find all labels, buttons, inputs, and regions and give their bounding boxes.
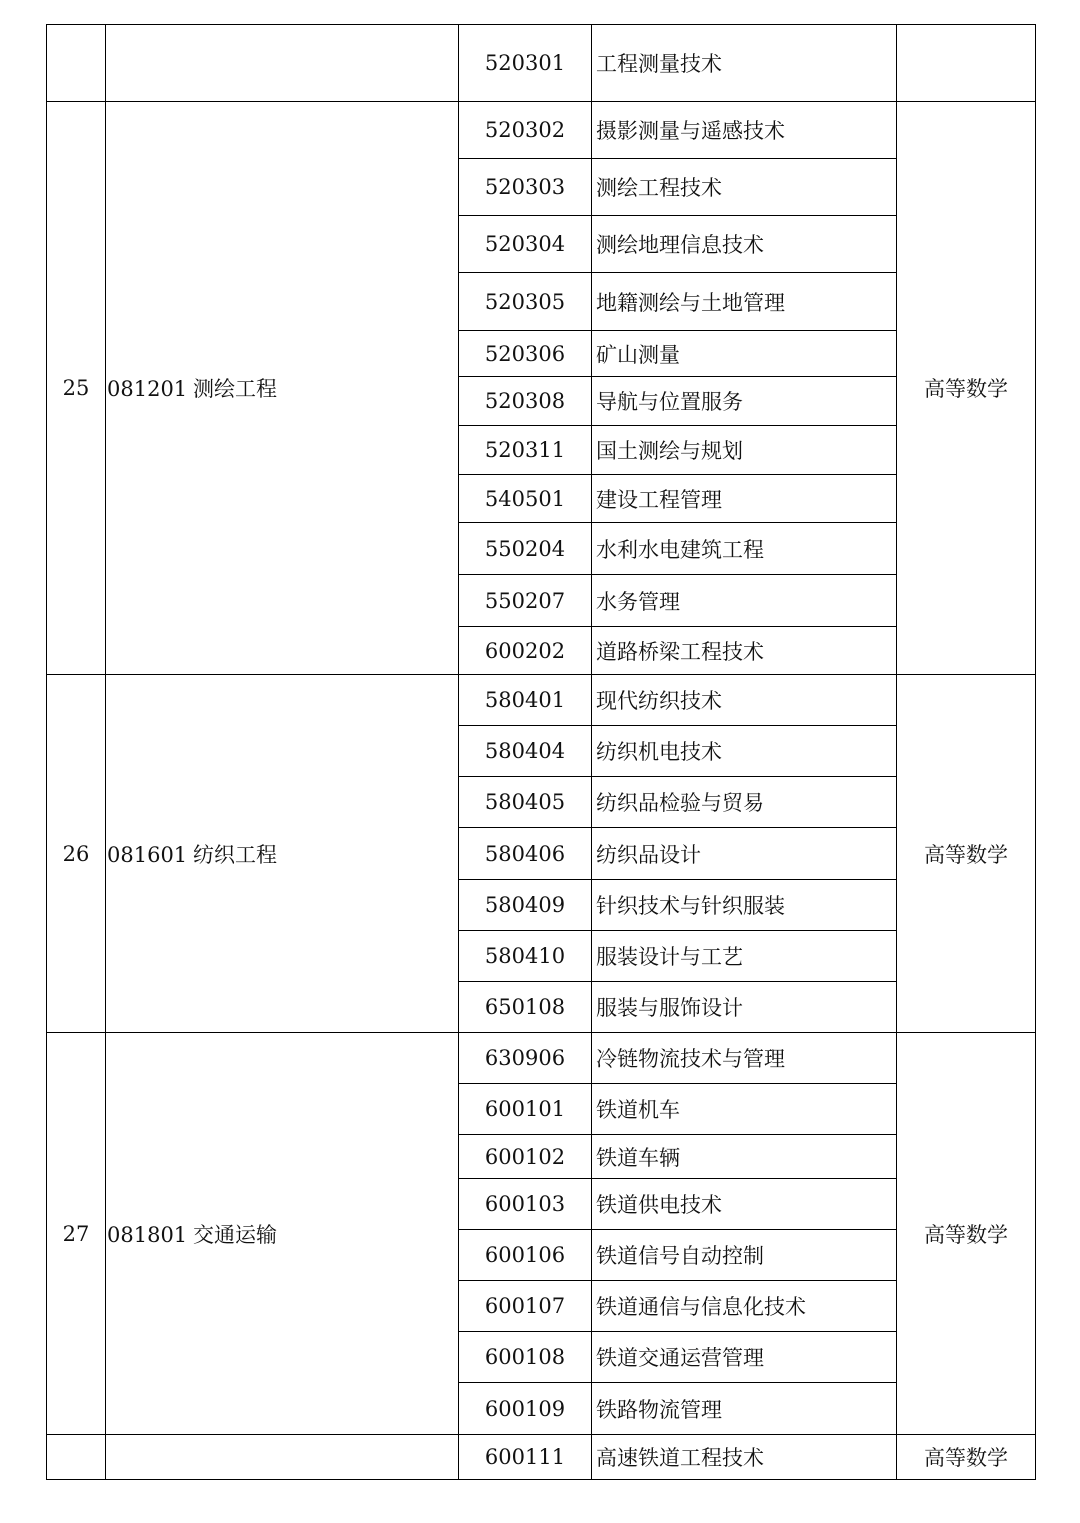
seq-cell: 26 [47, 675, 106, 1033]
table-body [47, 25, 1036, 1480]
vocational-major-code: 600106 [459, 1230, 592, 1281]
vocational-major-code: 550204 [459, 523, 592, 575]
vocational-major-name: 摄影测量与遥感技术 [592, 102, 897, 159]
vocational-major-code: 600202 [459, 627, 592, 675]
vocational-major-code: 520302 [459, 102, 592, 159]
vocational-major-code: 580404 [459, 726, 592, 777]
vocational-major-name: 纺织品设计 [592, 828, 897, 880]
vocational-major-name: 矿山测量 [592, 331, 897, 377]
vocational-major-code: 630906 [459, 1033, 592, 1084]
vocational-major-code: 520301 [459, 25, 592, 102]
exam-subject-cell [897, 25, 1036, 102]
undergrad-major-cell [106, 1435, 459, 1480]
vocational-major-code: 520304 [459, 216, 592, 273]
undergrad-major-code: 081801 [107, 1222, 188, 1247]
major-table [46, 24, 1036, 1480]
exam-subject-cell: 高等数学 [897, 675, 1036, 1033]
vocational-major-code: 580409 [459, 880, 592, 931]
vocational-major-name: 水利水电建筑工程 [592, 523, 897, 575]
vocational-major-code: 540501 [459, 475, 592, 523]
vocational-major-name: 铁道车辆 [592, 1135, 897, 1179]
vocational-major-name: 地籍测绘与土地管理 [592, 273, 897, 331]
vocational-major-code: 600111 [459, 1435, 592, 1480]
seq-cell: 27 [47, 1033, 106, 1435]
exam-subject-cell: 高等数学 [897, 102, 1036, 675]
vocational-major-name: 导航与位置服务 [592, 377, 897, 426]
table-row [47, 25, 1036, 102]
exam-subject-cell: 高等数学 [897, 1033, 1036, 1435]
table-row [47, 102, 1036, 159]
vocational-major-name: 铁道供电技术 [592, 1179, 897, 1230]
vocational-major-name: 工程测量技术 [592, 25, 897, 102]
vocational-major-code: 580410 [459, 931, 592, 982]
vocational-major-name: 水务管理 [592, 575, 897, 627]
vocational-major-code: 600107 [459, 1281, 592, 1332]
seq-cell [47, 25, 106, 102]
vocational-major-code: 580401 [459, 675, 592, 726]
undergrad-major-code: 081201 [107, 377, 188, 401]
vocational-major-name: 服装设计与工艺 [592, 931, 897, 982]
table-row [47, 1435, 1036, 1480]
seq-cell [47, 1435, 106, 1480]
vocational-major-name: 高速铁道工程技术 [592, 1435, 897, 1480]
vocational-major-name: 道路桥梁工程技术 [592, 627, 897, 675]
vocational-major-code: 650108 [459, 982, 592, 1033]
vocational-major-name: 冷链物流技术与管理 [592, 1033, 897, 1084]
undergrad-major-name: 纺织工程 [193, 842, 277, 867]
vocational-major-name: 针织技术与针织服装 [592, 880, 897, 931]
undergrad-major-cell [106, 1033, 459, 1435]
undergrad-major-name: 交通运输 [193, 1222, 277, 1247]
vocational-major-code: 520311 [459, 426, 592, 475]
vocational-major-name: 国土测绘与规划 [592, 426, 897, 475]
vocational-major-code: 600101 [459, 1084, 592, 1135]
vocational-major-name: 铁道信号自动控制 [592, 1230, 897, 1281]
vocational-major-code: 600103 [459, 1179, 592, 1230]
undergrad-major-cell [106, 25, 459, 102]
vocational-major-name: 测绘地理信息技术 [592, 216, 897, 273]
vocational-major-name: 铁道交通运营管理 [592, 1332, 897, 1383]
vocational-major-name: 纺织机电技术 [592, 726, 897, 777]
vocational-major-code: 520303 [459, 159, 592, 216]
vocational-major-code: 520306 [459, 331, 592, 377]
vocational-major-name: 测绘工程技术 [592, 159, 897, 216]
exam-subject-cell: 高等数学 [897, 1435, 1036, 1480]
undergrad-major-name: 测绘工程 [193, 377, 277, 401]
vocational-major-name: 现代纺织技术 [592, 675, 897, 726]
undergrad-major-code: 081601 [107, 842, 188, 867]
vocational-major-code: 600109 [459, 1383, 592, 1435]
undergrad-major-cell [106, 102, 459, 675]
undergrad-major-cell [106, 675, 459, 1033]
vocational-major-code: 580405 [459, 777, 592, 828]
vocational-major-name: 纺织品检验与贸易 [592, 777, 897, 828]
vocational-major-name: 服装与服饰设计 [592, 982, 897, 1033]
table-row [47, 1033, 1036, 1084]
vocational-major-code: 520308 [459, 377, 592, 426]
vocational-major-name: 铁路物流管理 [592, 1383, 897, 1435]
vocational-major-code: 600102 [459, 1135, 592, 1179]
vocational-major-code: 550207 [459, 575, 592, 627]
vocational-major-name: 铁道通信与信息化技术 [592, 1281, 897, 1332]
vocational-major-name: 铁道机车 [592, 1084, 897, 1135]
vocational-major-code: 580406 [459, 828, 592, 880]
vocational-major-code: 520305 [459, 273, 592, 331]
table-row [47, 675, 1036, 726]
vocational-major-code: 600108 [459, 1332, 592, 1383]
vocational-major-name: 建设工程管理 [592, 475, 897, 523]
seq-cell: 25 [47, 102, 106, 675]
